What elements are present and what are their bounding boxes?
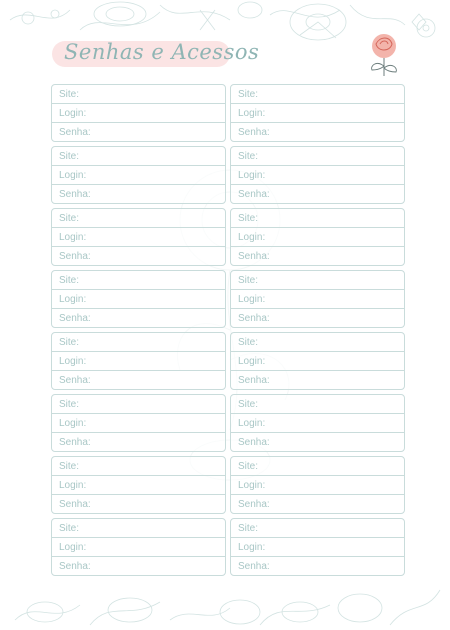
site-label: Site:	[238, 212, 259, 224]
login-label: Login:	[238, 169, 266, 181]
password-label: Senha:	[238, 436, 270, 448]
login-label: Login:	[59, 169, 87, 181]
login-label: Login:	[238, 293, 266, 305]
site-field[interactable]	[231, 519, 404, 538]
site-field[interactable]	[52, 395, 225, 414]
site-field[interactable]	[52, 457, 225, 476]
entry-card	[230, 518, 405, 576]
password-field[interactable]	[231, 309, 404, 327]
site-label: Site:	[59, 150, 80, 162]
password-label: Senha:	[59, 436, 91, 448]
login-field[interactable]	[231, 476, 404, 495]
entry-card	[230, 270, 405, 328]
password-field[interactable]	[52, 433, 225, 451]
entry-card	[51, 270, 226, 328]
password-label: Senha:	[59, 498, 91, 510]
login-field[interactable]	[52, 290, 225, 309]
site-label: Site:	[238, 150, 259, 162]
entry-card	[230, 208, 405, 266]
login-field[interactable]	[52, 538, 225, 557]
site-label: Site:	[238, 398, 259, 410]
site-field[interactable]	[52, 147, 225, 166]
password-field[interactable]	[52, 309, 225, 327]
site-label: Site:	[238, 336, 259, 348]
password-label: Senha:	[59, 560, 91, 572]
login-label: Login:	[238, 541, 266, 553]
password-label: Senha:	[238, 126, 270, 138]
password-field[interactable]	[52, 495, 225, 513]
password-label: Senha:	[59, 312, 91, 324]
password-label: Senha:	[238, 498, 270, 510]
site-label: Site:	[238, 88, 259, 100]
site-label: Site:	[59, 460, 80, 472]
login-label: Login:	[238, 479, 266, 491]
entry-card	[230, 456, 405, 514]
login-field[interactable]	[231, 166, 404, 185]
site-label: Site:	[238, 460, 259, 472]
login-field[interactable]	[52, 352, 225, 371]
login-label: Login:	[59, 355, 87, 367]
login-label: Login:	[238, 107, 266, 119]
password-label: Senha:	[238, 560, 270, 572]
password-label: Senha:	[59, 374, 91, 386]
login-label: Login:	[59, 107, 87, 119]
login-label: Login:	[238, 417, 266, 429]
entry-card	[51, 394, 226, 452]
login-label: Login:	[59, 293, 87, 305]
login-field[interactable]	[52, 104, 225, 123]
entries-grid	[51, 84, 405, 576]
login-label: Login:	[59, 479, 87, 491]
password-field[interactable]	[52, 185, 225, 203]
rose-icon	[362, 30, 406, 78]
password-label: Senha:	[59, 126, 91, 138]
entry-card	[51, 146, 226, 204]
site-field[interactable]	[52, 85, 225, 104]
site-label: Site:	[59, 274, 80, 286]
entry-card	[51, 84, 226, 142]
floral-border-bottom-icon	[0, 580, 450, 630]
login-field[interactable]	[231, 290, 404, 309]
site-field[interactable]	[231, 85, 404, 104]
entry-card	[51, 518, 226, 576]
site-field[interactable]	[231, 271, 404, 290]
site-field[interactable]	[231, 209, 404, 228]
site-label: Site:	[59, 88, 80, 100]
login-field[interactable]	[52, 228, 225, 247]
login-field[interactable]	[231, 414, 404, 433]
password-label: Senha:	[238, 188, 270, 200]
site-field[interactable]	[231, 333, 404, 352]
password-field[interactable]	[231, 371, 404, 389]
site-field[interactable]	[231, 147, 404, 166]
entry-card	[230, 394, 405, 452]
entry-card	[51, 332, 226, 390]
site-label: Site:	[59, 336, 80, 348]
password-field[interactable]	[52, 371, 225, 389]
site-field[interactable]	[52, 209, 225, 228]
password-label: Senha:	[59, 250, 91, 262]
site-field[interactable]	[52, 271, 225, 290]
site-field[interactable]	[52, 333, 225, 352]
password-field[interactable]	[231, 433, 404, 451]
password-field[interactable]	[231, 185, 404, 203]
entry-card	[51, 208, 226, 266]
site-label: Site:	[59, 212, 80, 224]
page-title: Senhas e Acessos	[64, 40, 260, 64]
site-field[interactable]	[52, 519, 225, 538]
password-field[interactable]	[231, 247, 404, 265]
login-field[interactable]	[52, 476, 225, 495]
login-label: Login:	[59, 541, 87, 553]
login-field[interactable]	[231, 352, 404, 371]
login-label: Login:	[59, 231, 87, 243]
password-label: Senha:	[238, 312, 270, 324]
password-field[interactable]	[52, 247, 225, 265]
password-field[interactable]	[52, 557, 225, 575]
login-label: Login:	[238, 231, 266, 243]
password-label: Senha:	[59, 188, 91, 200]
entry-card	[230, 332, 405, 390]
site-label: Site:	[238, 522, 259, 534]
login-field[interactable]	[52, 414, 225, 433]
password-field[interactable]	[231, 123, 404, 141]
password-field[interactable]	[52, 123, 225, 141]
login-field[interactable]	[231, 104, 404, 123]
login-label: Login:	[59, 417, 87, 429]
site-field[interactable]	[231, 395, 404, 414]
login-field[interactable]	[231, 228, 404, 247]
password-label: Senha:	[238, 374, 270, 386]
site-field[interactable]	[231, 457, 404, 476]
site-label: Site:	[59, 522, 80, 534]
password-field[interactable]	[231, 557, 404, 575]
entry-card	[51, 456, 226, 514]
site-label: Site:	[238, 274, 259, 286]
login-field[interactable]	[231, 538, 404, 557]
login-field[interactable]	[52, 166, 225, 185]
entry-card	[230, 84, 405, 142]
entry-card	[230, 146, 405, 204]
site-label: Site:	[59, 398, 80, 410]
password-label: Senha:	[238, 250, 270, 262]
login-label: Login:	[238, 355, 266, 367]
password-field[interactable]	[231, 495, 404, 513]
